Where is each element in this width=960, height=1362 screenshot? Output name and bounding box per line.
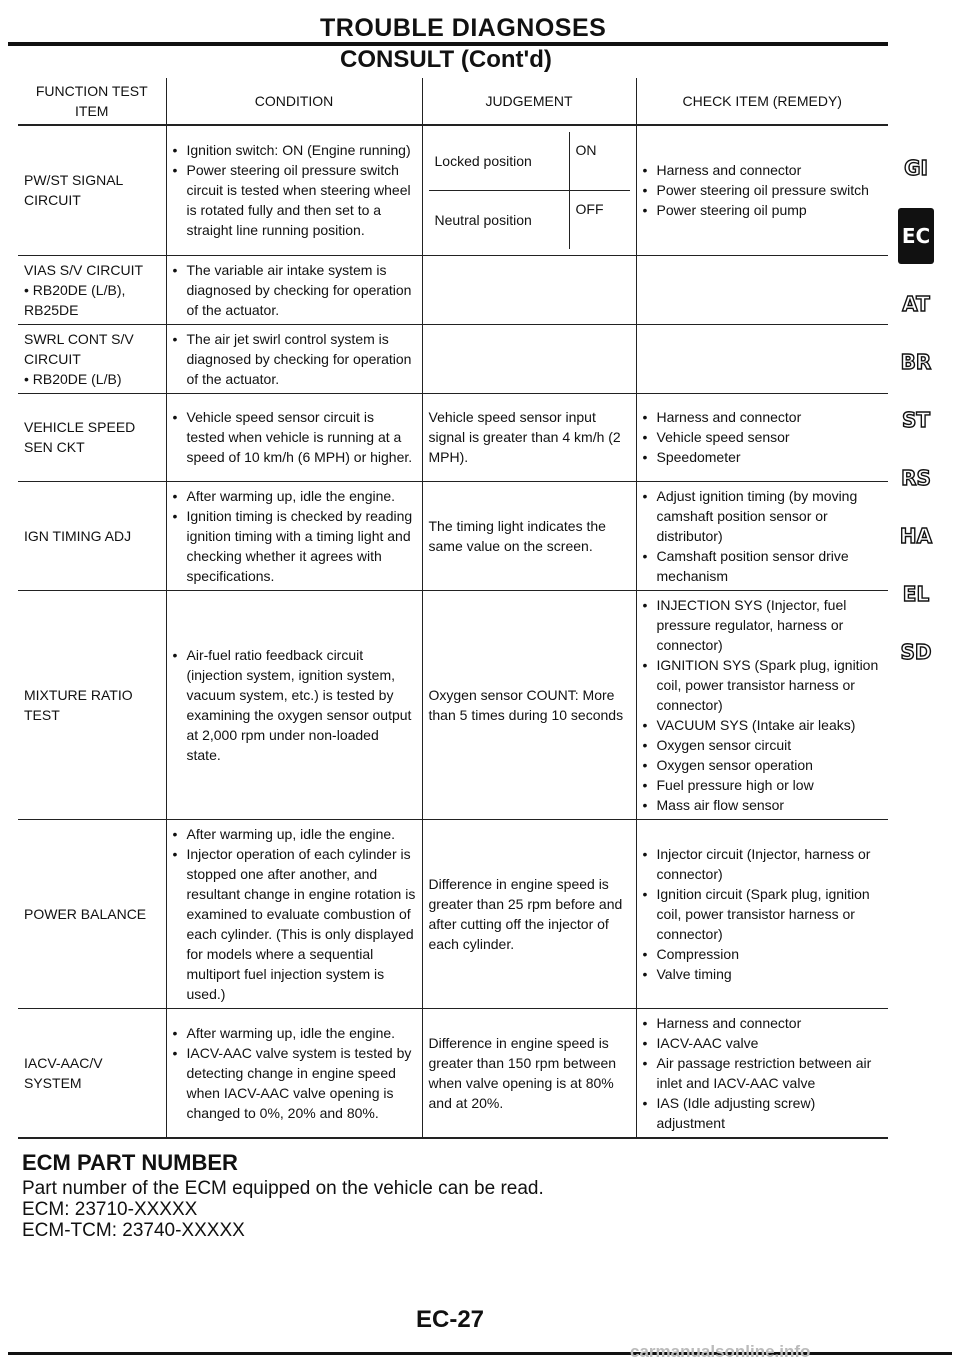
table-header-row xyxy=(18,78,888,125)
function-test-item: PW/ST SIGNAL CIRCUIT xyxy=(18,125,166,255)
column-header-check-item: CHECK ITEM (REMEDY) xyxy=(636,78,888,125)
check-item-cell xyxy=(636,324,888,393)
section-tab-at[interactable]: AT xyxy=(902,292,930,316)
judgement-position: Neutral position xyxy=(434,211,532,228)
check-item: • Fuel pressure high or low xyxy=(643,775,883,795)
condition-cell xyxy=(166,819,422,1008)
check-item: • Harness and connector xyxy=(643,160,883,180)
condition-cell xyxy=(166,324,422,393)
condition-item: • Injector operation of each cylinder is stopped one after another, and resultant change in engine rotation is examined to evaluate combustion of each cylinder. (This is only displayed for models where a sequential multiport fuel injection system is used.) xyxy=(173,844,416,1004)
condition-item: • Ignition switch: ON (Engine running) xyxy=(173,140,416,160)
function-test-item: MIXTURE RATIO TEST xyxy=(18,590,166,819)
page-title: TROUBLE DIAGNOSES xyxy=(320,14,607,42)
condition-cell xyxy=(166,590,422,819)
ecm-line: Part number of the ECM equipped on the vehicle can be read. xyxy=(22,1178,544,1199)
section-tab-el[interactable]: EL xyxy=(902,582,930,606)
check-item: • VACUUM SYS (Intake air leaks) xyxy=(643,715,883,735)
ecm-line: ECM-TCM: 23740-XXXXX xyxy=(22,1220,245,1241)
check-item: • Harness and connector xyxy=(643,1013,883,1033)
judgement-text: Difference in engine speed is greater than 25 rpm before and after cutting off the injector of each cylinder. xyxy=(428,875,623,952)
page-number: EC-27 xyxy=(416,1306,485,1333)
judgement-cell xyxy=(422,1008,636,1138)
check-item-cell xyxy=(636,1008,888,1138)
column-header-condition: CONDITION xyxy=(166,78,422,125)
function-test-item: SWRL CONT S/V CIRCUIT • RB20DE (L/B) xyxy=(18,324,166,393)
judgement-cell xyxy=(422,255,636,324)
section-tab-st[interactable]: ST xyxy=(901,408,931,432)
check-item: • IACV-AAC valve xyxy=(643,1033,883,1053)
function-test-item: POWER BALANCE xyxy=(18,819,166,1008)
check-item-cell xyxy=(636,590,888,819)
condition-item: • The air jet swirl control system is diagnosed by checking for operation of the actuator. xyxy=(173,329,416,389)
table-row xyxy=(18,393,888,481)
check-item-cell xyxy=(636,819,888,1008)
condition-item: • After warming up, idle the engine. xyxy=(173,1023,416,1043)
ecm-line: ECM: 23710-XXXXX xyxy=(22,1199,198,1220)
ecm-part-number-title: ECM PART NUMBER xyxy=(22,1150,238,1175)
check-item: • Injector circuit (Injector, harness or connector) xyxy=(643,844,883,884)
judgement-cell xyxy=(422,393,636,481)
judgement-value: ON xyxy=(569,132,630,190)
section-tab-gi[interactable]: GI xyxy=(904,156,928,180)
check-item: • Camshaft position sensor drive mechanism xyxy=(643,546,883,586)
section-tab-strip xyxy=(898,150,942,692)
check-item: • Power steering oil pump xyxy=(643,200,883,220)
table-row xyxy=(18,481,888,590)
column-header-item: FUNCTION TEST ITEM xyxy=(18,78,166,125)
judgement-cell xyxy=(422,324,636,393)
check-item: • Air passage restriction between air inlet and IACV-AAC valve xyxy=(643,1053,883,1093)
judgement-position: Locked position xyxy=(434,152,532,169)
consult-function-test-table xyxy=(18,78,888,1139)
section-tab-ec[interactable]: EC xyxy=(898,208,934,264)
check-item: • Harness and connector xyxy=(643,407,883,427)
check-item: • Compression xyxy=(643,944,883,964)
column-header-judgement: JUDGEMENT xyxy=(422,78,636,125)
condition-item: • After warming up, idle the engine. xyxy=(173,824,416,844)
condition-item: • Power steering oil pressure switch circuit is tested when steering wheel is rotated fully and then set to a straight line running position. xyxy=(173,160,416,240)
judgement-cell xyxy=(422,125,636,255)
table-row xyxy=(18,324,888,393)
judgement-subrow xyxy=(429,190,630,249)
function-test-item: IACV-AAC/V SYSTEM xyxy=(18,1008,166,1138)
check-item-cell xyxy=(636,125,888,255)
condition-item: • The variable air intake system is diagnosed by checking for operation of the actuator. xyxy=(173,260,416,320)
function-test-item: IGN TIMING ADJ xyxy=(18,481,166,590)
check-item: • INJECTION SYS (Injector, fuel pressure regulator, harness or connector) xyxy=(643,595,883,655)
check-item: • Ignition circuit (Spark plug, ignition coil, power transistor harness or connector) xyxy=(643,884,883,944)
condition-item: • IACV-AAC valve system is tested by detecting change in engine speed when IACV-AAC valve opening is changed to 0%, 20% and 80%. xyxy=(173,1043,416,1123)
judgement-text: Difference in engine speed is greater than 150 rpm between when valve opening is at 80% and at 20%. xyxy=(428,1034,617,1111)
check-item: • Speedometer xyxy=(643,447,883,467)
function-test-item: VIAS S/V CIRCUIT • RB20DE (L/B), RB25DE xyxy=(18,255,166,324)
check-item-cell xyxy=(636,393,888,481)
judgement-cell xyxy=(422,590,636,819)
function-test-item: VEHICLE SPEED SEN CKT xyxy=(18,393,166,481)
table-row xyxy=(18,1008,888,1138)
judgement-cell xyxy=(422,481,636,590)
judgement-text: The timing light indicates the same value on the screen. xyxy=(428,517,606,554)
condition-cell xyxy=(166,1008,422,1138)
check-item: • IAS (Idle adjusting screw) adjustment xyxy=(643,1093,883,1133)
check-item: • Mass air flow sensor xyxy=(643,795,883,815)
condition-cell xyxy=(166,481,422,590)
check-item-cell xyxy=(636,481,888,590)
section-tab-rs[interactable]: RS xyxy=(901,466,931,490)
condition-cell xyxy=(166,255,422,324)
table-row xyxy=(18,125,888,255)
condition-item: • Ignition timing is checked by reading ignition timing with a timing light and checking whether it agrees with specifications. xyxy=(173,506,416,586)
ecm-part-number-body xyxy=(22,1178,544,1241)
section-tab-sd[interactable]: SD xyxy=(900,640,932,664)
judgement-text: Vehicle speed sensor input signal is greater than 4 km/h (2 MPH). xyxy=(428,409,621,465)
condition-item: • Vehicle speed sensor circuit is tested when vehicle is running at a speed of 10 km/h (6 MPH) or higher. xyxy=(173,407,416,467)
section-tab-ha[interactable]: HA xyxy=(899,524,933,548)
check-item: • Vehicle speed sensor xyxy=(643,427,883,447)
table-row xyxy=(18,255,888,324)
condition-cell xyxy=(166,125,422,255)
check-item: • IGNITION SYS (Spark plug, ignition coil, power transistor harness or connector) xyxy=(643,655,883,715)
judgement-value: OFF xyxy=(569,191,630,249)
check-item: • Oxygen sensor circuit xyxy=(643,735,883,755)
section-tab-br[interactable]: BR xyxy=(900,350,932,374)
page-subtitle: CONSULT (Cont'd) xyxy=(340,46,552,73)
judgement-cell xyxy=(422,819,636,1008)
judgement-subrow xyxy=(429,132,630,190)
table-row xyxy=(18,819,888,1008)
condition-item: • Air-fuel ratio feedback circuit (injection system, ignition system, vacuum system, etc.) is tested by examining the oxygen sensor output at 2,000 rpm under non-loaded state. xyxy=(173,645,416,765)
check-item: • Valve timing xyxy=(643,964,883,984)
check-item: • Adjust ignition timing (by moving camshaft position sensor or distributor) xyxy=(643,486,883,546)
watermark: carmanualsonline.info xyxy=(630,1342,811,1361)
judgement-text: Oxygen sensor COUNT: More than 5 times during 10 seconds xyxy=(428,686,624,723)
check-item: • Power steering oil pressure switch xyxy=(643,180,883,200)
check-item: • Oxygen sensor operation xyxy=(643,755,883,775)
condition-item: • After warming up, idle the engine. xyxy=(173,486,416,506)
condition-cell xyxy=(166,393,422,481)
check-item-cell xyxy=(636,255,888,324)
table-row xyxy=(18,590,888,819)
